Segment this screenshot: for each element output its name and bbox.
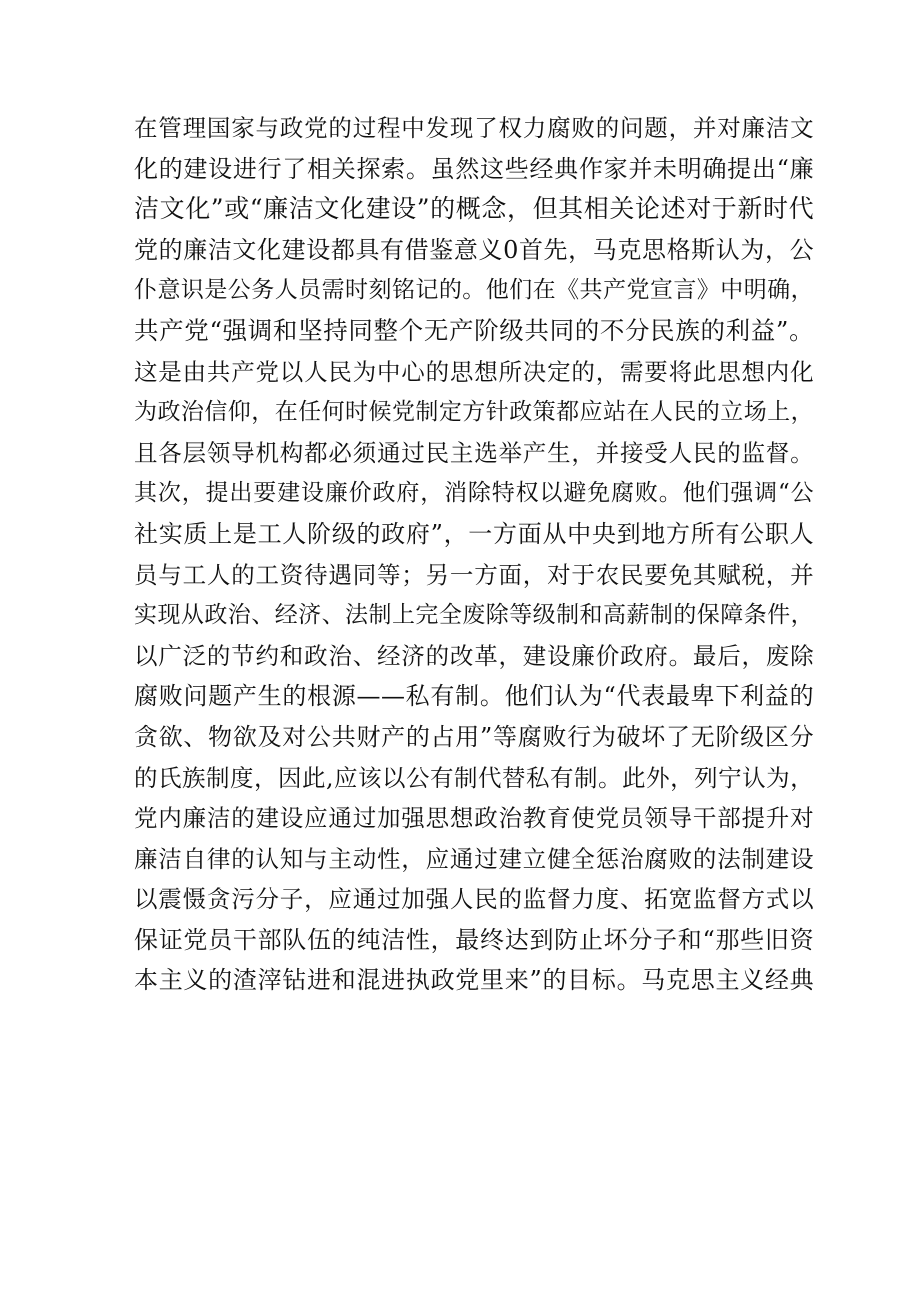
text-line-19: 廉洁自律的认知与主动性，应通过建立健全惩治腐败的法制建设: [134, 844, 814, 873]
body-paragraph: [134, 108, 814, 1001]
text-line-2: 化的建设进行了相关探索。虽然这些经典作家并未明确提出“廉: [134, 154, 814, 183]
text-line-1: 在管理国家与政党的过程中发现了权力腐败的问题，并对廉洁文: [134, 114, 814, 142]
text-line-9: 且各层领导机构都必须通过民主选举产生，并接受人民的监督。: [134, 438, 814, 467]
text-line-21: 保证党员干部队伍的纯洁性，最终达到防止坏分子和“那些旧资: [134, 925, 814, 954]
text-line-3: 洁文化”或“廉洁文化建设”的概念，但其相关论述对于新时代: [134, 194, 814, 224]
text-line-12: 员与工人的工资待遇同等；另一方面，对于农民要免其赋税，并: [134, 560, 814, 589]
text-line-17: 的氏族制度，因此,应该以公有制代替私有制。此外，列宁认为，: [134, 763, 814, 792]
text-line-14: 以广泛的节约和政治、经济的改革，建设廉价政府。最后，废除: [134, 641, 814, 670]
text-line-18: 党内廉洁的建设应通过加强思想政治教育使党员领导干部提升对: [134, 804, 814, 833]
text-line-22: 本主义的渣滓钻进和混进执政党里来”的目标。马克思主义经典: [134, 966, 814, 995]
text-line-5: 仆意识是公务人员需时刻铭记的。他们在《共产党宣言》中明确，: [134, 277, 814, 304]
text-line-10: 其次，提出要建设廉价政府，消除特权以避免腐败。他们强调“公: [134, 480, 814, 507]
text-line-11: 社实质上是工人阶级的政府”，一方面从中央到地方所有公职人: [134, 519, 814, 548]
text-line-15: 腐败问题产生的根源——私有制。他们认为“代表最卑下利益的: [134, 682, 814, 711]
text-line-8: 为政治信仰，在任何时候党制定方针政策都应站在人民的立场上，: [134, 399, 814, 426]
text-line-7: 这是由共产党以人民为中心的思想所决定的，需要将此思想内化: [134, 357, 814, 386]
text-line-6: 共产党“强调和坚持同整个无产阶级共同的不分民族的利益”。: [134, 315, 814, 345]
text-line-16: 贪欲、物欲及对公共财产的占用”等腐败行为破坏了无阶级区分: [134, 722, 814, 751]
text-line-13: 实现从政治、经济、法制上完全废除等级制和高薪制的保障条件，: [134, 602, 814, 629]
text-line-4: 党的廉洁文化建设都具有借鉴意义0首先，马克思格斯认为，公: [134, 235, 814, 264]
text-line-20: 以震慑贪污分子，应通过加强人民的监督力度、拓宽监督方式以: [134, 885, 814, 914]
